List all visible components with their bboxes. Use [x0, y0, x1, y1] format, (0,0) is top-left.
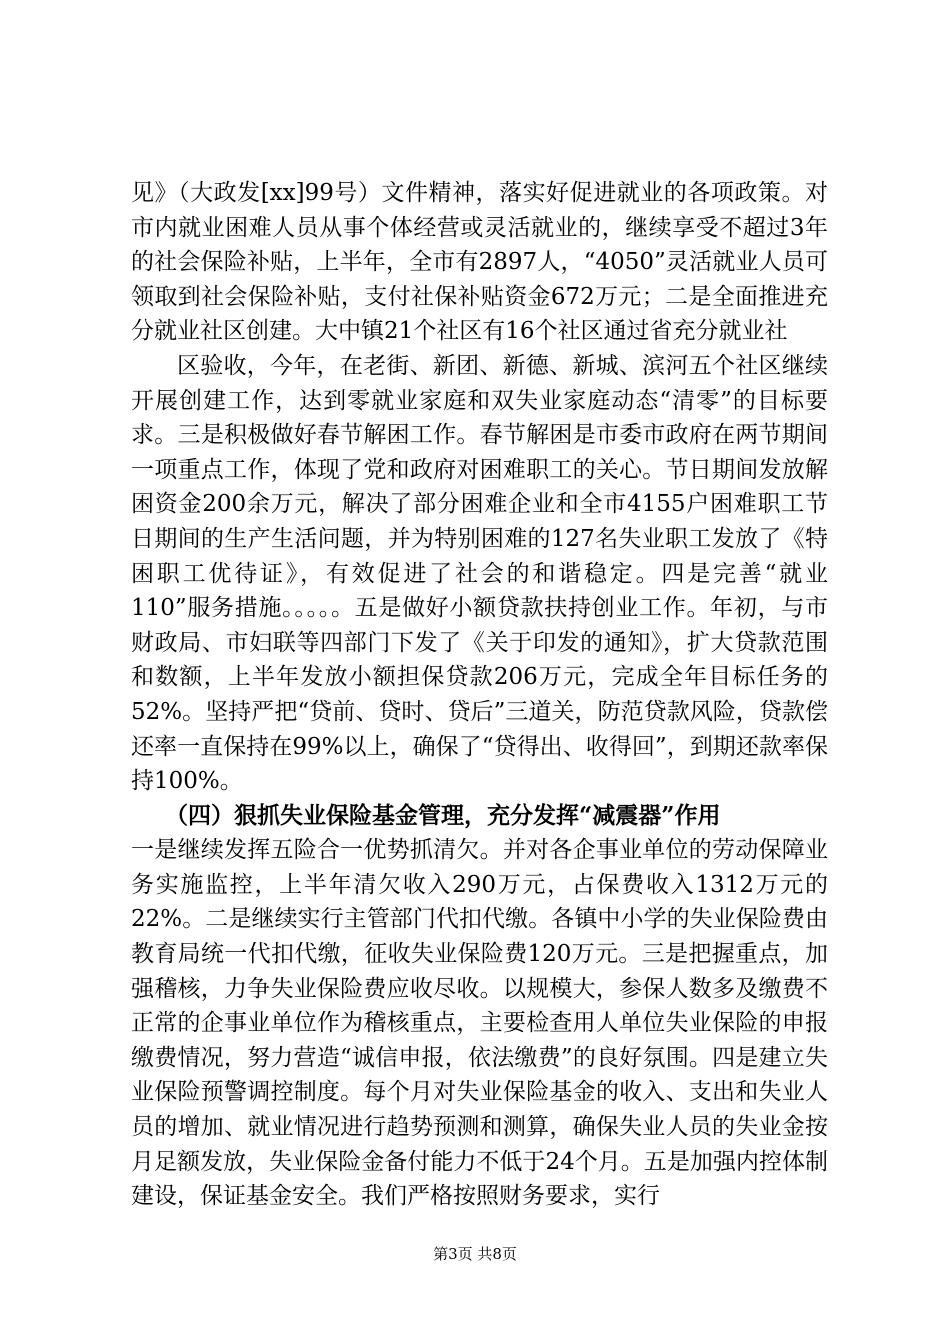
- page-number-footer: 第3页 共8页: [433, 1245, 517, 1263]
- section-heading-4: （四）狠抓失业保险基金管理，充分发挥“减震器”作用: [165, 801, 721, 829]
- paragraph-employment-measures: 区验收，今年，在老街、新团、新德、新城、滨河五个社区继续开展创建工作，达到零就业家庭和双失业家庭动态“清零”的目标要求。三是积极做好春节解困工作。春节解困是市委市政府在两节期间一项重点工作，体现了党和政府对困难职工的关心。节日期间发放解困资金200余万元，解决了部分困难企业和全市4155户困难职工节日期间的生产生活问题，并为特别困难的127名失业职工发放了《特困职工优待证》，有效促进了社会的和谐稳定。四是完善“就业110”服务措施。。。。。五是做好小额贷款扶持创业工作。年初，与市财政局、市妇联等四部门下发了《关于印发的通知》，扩大贷款范围和数额，上半年发放小额担保贷款206万元，完成全年目标任务的52%。坚持严把“贷前、贷时、贷后”三道关，防范贷款风险，贷款偿还率一直保持在99%以上，确保了“贷得出、收得回”，到期还款率保持100%。: [131, 352, 828, 795]
- paragraph-continuation: 见》（大政发[xx]99号）文件精神，落实好促进就业的各项政策。对市内就业困难人员从事个体经营或灵活就业的，继续享受不超过3年的社会保险补贴，上半年，全市有2897人，“4050”灵活就业人员可领取到社会保险补贴，支付社保补贴资金672万元；二是全面推进充分就业社区创建。大中镇21个社区有16个社区通过省充分就业社: [131, 180, 828, 345]
- paragraph-unemployment-insurance: 一是继续发挥五险合一优势抓清欠。并对各企事业单位的劳动保障业务实施监控，上半年清欠收入290万元，占保费收入1312万元的22%。二是继续实行主管部门代扣代缴。各镇中小学的失业保险费由教育局统一代扣代缴，征收失业保险费120万元。三是把握重点，加强稽核，力争失业保险费应收尽收。以规模大，参保人数多及缴费不正常的企事业单位作为稽核重点，主要检查用人单位失业保险的申报缴费情况，努力营造“诚信申报，依法缴费”的良好氛围。四是建立失业保险预警调控制度。每个月对失业保险基金的收入、支出和失业人员的增加、就业情况进行趋势预测和测算，确保失业人员的失业金按月足额发放，失业保险金备付能力不低于24个月。五是加强内控体制建设，保证基金安全。我们严格按照财务要求，实行: [131, 837, 828, 1210]
- document-body: [131, 176, 828, 1214]
